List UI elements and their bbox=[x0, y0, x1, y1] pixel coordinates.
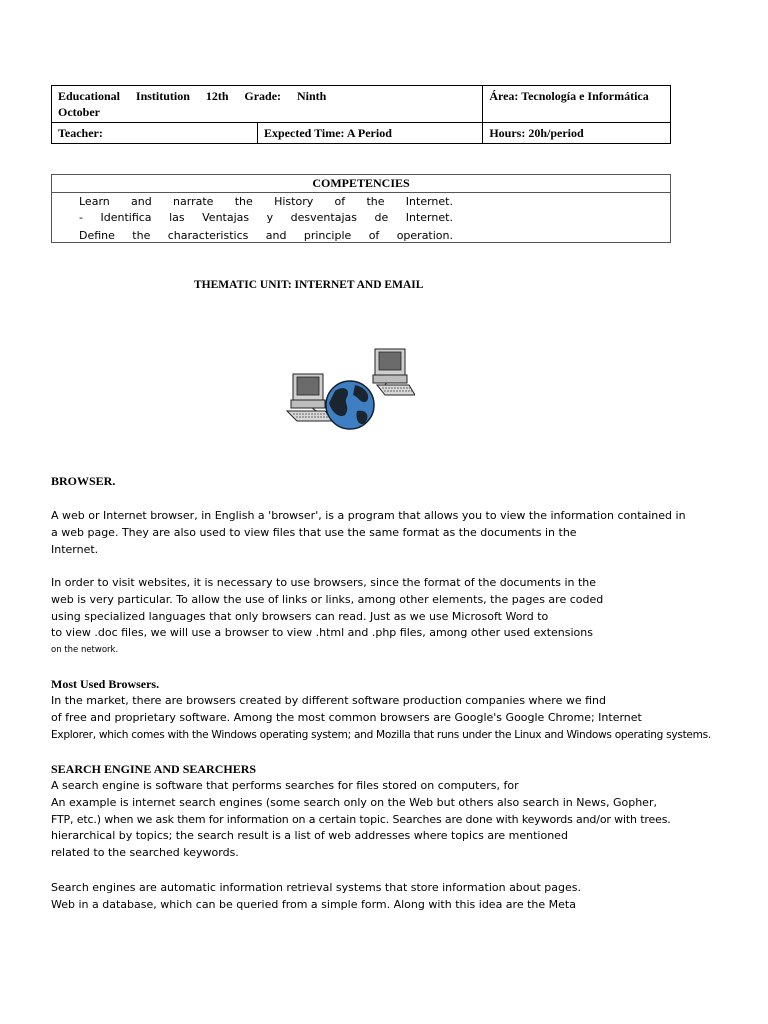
competency-line-1 bbox=[79, 194, 453, 209]
word: and bbox=[265, 229, 287, 242]
institution-continuation: October bbox=[58, 105, 100, 119]
word: de bbox=[374, 211, 389, 224]
word: principle bbox=[303, 229, 352, 242]
text-line: using specialized languages that only browsers can read. Just as we use Microsoft Word to bbox=[51, 609, 549, 623]
word: Internet. bbox=[405, 211, 453, 224]
network-illustration bbox=[285, 345, 415, 440]
word: and bbox=[131, 195, 152, 208]
text-line: A search engine is software that performs searches for files stored on computers, for bbox=[51, 779, 519, 792]
section-title-search: SEARCH ENGINE AND SEARCHERS bbox=[51, 762, 257, 776]
text-line: to view .doc files, we will use a browser to view .html and .php files, among other used extensions bbox=[51, 626, 593, 640]
institution-cell bbox=[52, 86, 483, 123]
text-line: on the network. bbox=[51, 645, 119, 656]
competencies-box bbox=[51, 174, 671, 243]
thematic-unit-title: THEMATIC UNIT: INTERNET AND EMAIL bbox=[194, 279, 424, 291]
word: the bbox=[132, 229, 151, 242]
word: desventajas bbox=[290, 211, 357, 224]
teacher-cell: Teacher: bbox=[52, 123, 258, 144]
competency-line-3 bbox=[79, 228, 453, 243]
word: characteristics bbox=[167, 229, 249, 242]
most-used-paragraph bbox=[51, 693, 711, 743]
institution-word: Institution bbox=[135, 89, 190, 103]
institution-word: 12th bbox=[205, 89, 229, 103]
text-line: Explorer, which comes with the Windows operating system; and Mozilla that runs under the Linux and Windows operating systems. bbox=[51, 728, 711, 741]
globe-icon bbox=[326, 381, 374, 429]
institution-word: Ninth bbox=[296, 89, 327, 103]
text-line: In the market, there are browsers created by different software production companies where we find bbox=[51, 694, 606, 707]
word: Define bbox=[79, 229, 115, 242]
competency-line-2 bbox=[79, 210, 453, 225]
word: operation. bbox=[396, 229, 453, 242]
text-line: An example is internet search engines (some search only on the Web but others also search in News, Gopher, bbox=[51, 795, 657, 809]
word: History bbox=[274, 195, 314, 208]
text-line: hierarchical by topics; the search result is a list of web addresses where topics are mentioned bbox=[51, 829, 568, 843]
text-line: Internet. bbox=[51, 542, 99, 556]
word: las bbox=[169, 211, 185, 224]
browser-paragraph-2 bbox=[51, 575, 603, 659]
section-title-browser: BROWSER. bbox=[51, 474, 116, 488]
search-paragraph-2 bbox=[51, 880, 581, 914]
text-line: related to the searched keywords. bbox=[51, 846, 239, 860]
competencies-title: COMPETENCIES bbox=[52, 175, 670, 193]
word: y bbox=[266, 211, 274, 224]
computer-icon bbox=[373, 349, 415, 395]
institution-line bbox=[58, 88, 476, 104]
hours-cell: Hours: 20h/period bbox=[483, 123, 671, 144]
area-cell: Área: Tecnología e Informática bbox=[483, 86, 671, 123]
text-line: In order to visit websites, it is necessary to use browsers, since the format of the documents in the bbox=[51, 576, 597, 589]
institution-word: Educational bbox=[58, 89, 121, 103]
search-paragraph-1 bbox=[51, 778, 671, 862]
word: the bbox=[234, 195, 253, 208]
text-line: of free and proprietary software. Among the most common browsers are Google's Google Chrome; Internet bbox=[51, 710, 642, 724]
section-title-most-used: Most Used Browsers. bbox=[51, 677, 160, 691]
word: Internet. bbox=[405, 195, 453, 208]
word: - bbox=[79, 211, 83, 224]
word: Identifica bbox=[100, 211, 152, 224]
text-line: a web page. They are also used to view files that use the same format as the documents in the bbox=[51, 525, 577, 539]
text-line: web is very particular. To allow the use of links or links, among other elements, the pages are coded bbox=[51, 592, 604, 606]
expected-time-cell: Expected Time: A Period bbox=[258, 123, 483, 144]
word: the bbox=[366, 195, 385, 208]
browser-paragraph-1 bbox=[51, 508, 686, 558]
text-line: A web or Internet browser, in English a 'browser', is a program that allows you to view the information contained in bbox=[51, 509, 686, 522]
header-table bbox=[51, 85, 671, 144]
word: of bbox=[334, 195, 346, 208]
word: Learn bbox=[79, 195, 110, 208]
word: of bbox=[368, 229, 380, 242]
text-line: FTP, etc.) when we ask them for information on a certain topic. Searches are done with keywords and/or with trees. bbox=[51, 812, 671, 826]
word: narrate bbox=[173, 195, 214, 208]
text-line: Search engines are automatic information retrieval systems that store information about pages. bbox=[51, 881, 582, 894]
institution-word: Grade: bbox=[244, 89, 282, 103]
text-line: Web in a database, which can be queried from a simple form. Along with this idea are the Meta bbox=[51, 897, 576, 911]
word: Ventajas bbox=[202, 211, 250, 224]
